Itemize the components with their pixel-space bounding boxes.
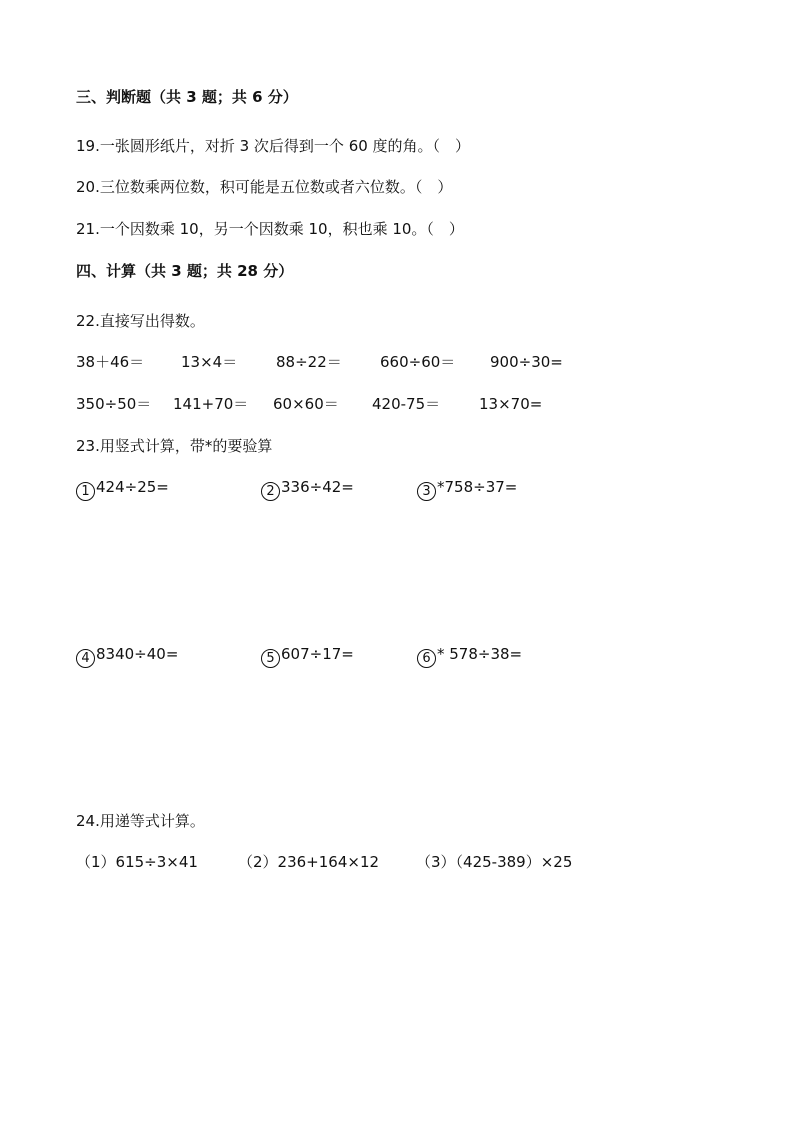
circled-number: 5 — [261, 649, 280, 668]
section-heading-judgment: 三、判断题（共 3 题；共 6 分） — [76, 88, 298, 106]
vertical-calc-item — [261, 477, 354, 501]
calc-expression: 8340÷40= — [96, 645, 179, 663]
vertical-calc-item — [76, 477, 169, 501]
circled-number: 6 — [417, 649, 436, 668]
circled-number: 3 — [417, 482, 436, 501]
question-20: 20.三位数乘两位数，积可能是五位数或者六位数。（ ） — [76, 178, 453, 196]
oral-calc-item: 660÷60＝ — [380, 353, 456, 371]
vertical-calc-item — [76, 644, 178, 668]
oral-calc-item: 13×70= — [479, 395, 543, 413]
question-21: 21.一个因数乘 10，另一个因数乘 10，积也乘 10。（ ） — [76, 220, 464, 238]
question-19: 19.一张圆形纸片，对折 3 次后得到一个 60 度的角。（ ） — [76, 137, 471, 155]
question-23-title: 23.用竖式计算，带*的要验算 — [76, 437, 273, 455]
vertical-calc-item — [417, 644, 522, 668]
oral-calc-item: 900÷30= — [490, 353, 563, 371]
oral-calc-item: 350÷50＝ — [76, 395, 152, 413]
oral-calc-item: 141+70＝ — [173, 395, 249, 413]
calc-expression: 607÷17= — [281, 645, 354, 663]
oral-calc-item: 88÷22＝ — [276, 353, 342, 371]
oral-calc-item: 420-75＝ — [372, 395, 441, 413]
circled-number: 2 — [261, 482, 280, 501]
circled-number: 4 — [76, 649, 95, 668]
oral-calc-item: 60×60＝ — [273, 395, 339, 413]
question-24-title: 24.用递等式计算。 — [76, 812, 205, 830]
calc-expression: *758÷37= — [437, 478, 518, 496]
question-22-title: 22.直接写出得数。 — [76, 312, 205, 330]
vertical-calc-item — [261, 644, 354, 668]
vertical-calc-item — [417, 477, 517, 501]
calc-expression: 424÷25= — [96, 478, 169, 496]
stepwise-calc-item: （3）（425-389）×25 — [416, 853, 573, 871]
oral-calc-item: 13×4＝ — [181, 353, 238, 371]
circled-number: 1 — [76, 482, 95, 501]
oral-calc-item: 38＋46＝ — [76, 353, 145, 371]
calc-expression: * 578÷38= — [437, 645, 523, 663]
calc-expression: 336÷42= — [281, 478, 354, 496]
stepwise-calc-item: （1）615÷3×41 — [76, 853, 198, 871]
section-heading-calculation: 四、计算（共 3 题；共 28 分） — [76, 262, 294, 280]
stepwise-calc-item: （2）236+164×12 — [238, 853, 380, 871]
